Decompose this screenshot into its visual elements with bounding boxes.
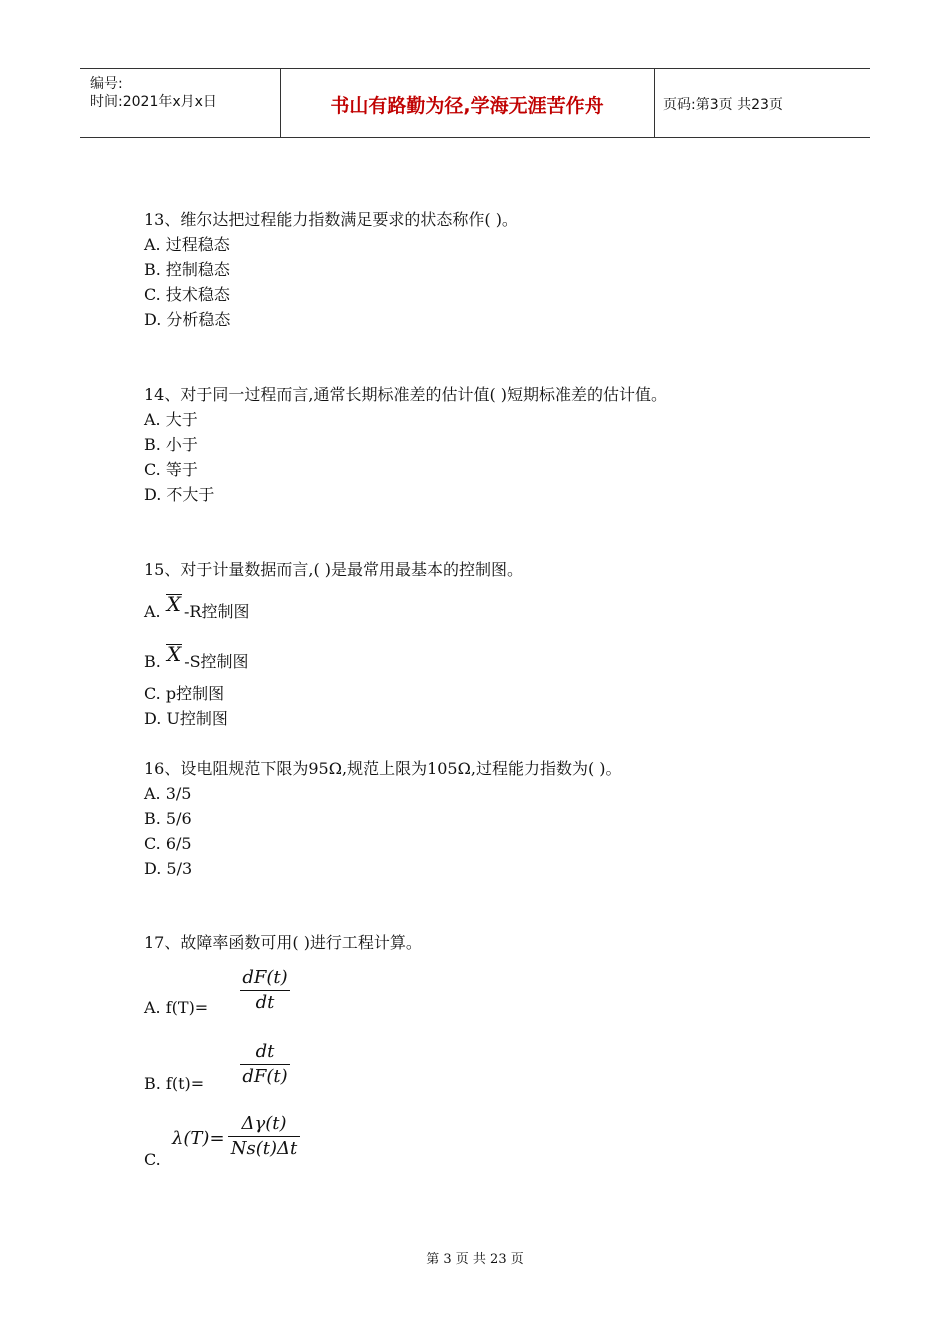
document-number-label: 编号:: [90, 76, 123, 92]
option-letter: B.: [144, 652, 161, 671]
question-16-option-d: D. 5/3: [144, 859, 193, 878]
question-16-option-a: A. 3/5: [144, 784, 192, 803]
formula-b-fraction: [240, 1040, 290, 1089]
formula-a-fraction: [240, 966, 290, 1015]
question-13-option-b: B. 控制稳态: [144, 260, 230, 279]
formula-numerator: Δγ(t): [228, 1112, 300, 1137]
option-text: -R控制图: [183, 602, 250, 621]
header-motto: 书山有路勤为径,学海无涯苦作舟: [330, 95, 604, 117]
header-motto-cell: [280, 69, 655, 137]
question-14-option-a: A. 大于: [144, 410, 198, 429]
option-letter: A.: [144, 602, 161, 621]
question-13-stem: 13、维尔达把过程能力指数满足要求的状态称作( )。: [144, 210, 518, 229]
page-header: [80, 68, 870, 138]
question-17-option-a: A. f(T)=: [144, 998, 209, 1017]
question-17-option-c: C.: [144, 1150, 161, 1169]
header-page-number: 页码:第3页 共23页: [663, 97, 783, 113]
question-17-stem: 17、故障率函数可用( )进行工程计算。: [144, 933, 422, 952]
question-15-option-d: D. U控制图: [144, 709, 228, 728]
page-footer: 第 3 页 共 23 页: [426, 1252, 524, 1267]
question-15-stem: 15、对于计量数据而言,( )是最常用最基本的控制图。: [144, 560, 524, 579]
formula-denominator: Ns(t)Δt: [230, 1138, 298, 1159]
question-14-option-b: B. 小于: [144, 435, 198, 454]
question-17-option-b: B. f(t)=: [144, 1074, 205, 1093]
question-14-option-d: D. 不大于: [144, 485, 215, 504]
question-14-option-c: C. 等于: [144, 460, 198, 479]
x-bar-symbol: X: [166, 642, 182, 666]
formula-numerator: dF(t): [240, 966, 290, 991]
x-bar-symbol: X: [166, 592, 181, 616]
formula-c-lhs: λ(T)=: [172, 1128, 225, 1149]
header-meta-cell: [80, 69, 281, 137]
question-16-option-b: B. 5/6: [144, 809, 192, 828]
question-13-option-c: C. 技术稳态: [144, 285, 230, 304]
document-date-label: 时间:2021年x月x日: [90, 94, 217, 110]
question-15-option-a: [144, 592, 250, 622]
question-16-stem: 16、设电阻规范下限为95Ω,规范上限为105Ω,过程能力指数为( )。: [144, 759, 622, 778]
question-14-stem: 14、对于同一过程而言,通常长期标准差的估计值( )短期标准差的估计值。: [144, 385, 668, 404]
question-15-option-b: [144, 642, 249, 672]
formula-denominator: dt: [255, 992, 275, 1013]
option-text: -S控制图: [184, 652, 249, 671]
question-15-option-c: C. p控制图: [144, 684, 225, 703]
formula-denominator: dF(t): [242, 1066, 288, 1087]
question-13-option-d: D. 分析稳态: [144, 310, 231, 329]
header-page-cell: [655, 69, 870, 137]
question-16-option-c: C. 6/5: [144, 834, 192, 853]
question-13-option-a: A. 过程稳态: [144, 235, 230, 254]
formula-numerator: dt: [240, 1040, 290, 1065]
formula-c-fraction: [228, 1112, 300, 1161]
